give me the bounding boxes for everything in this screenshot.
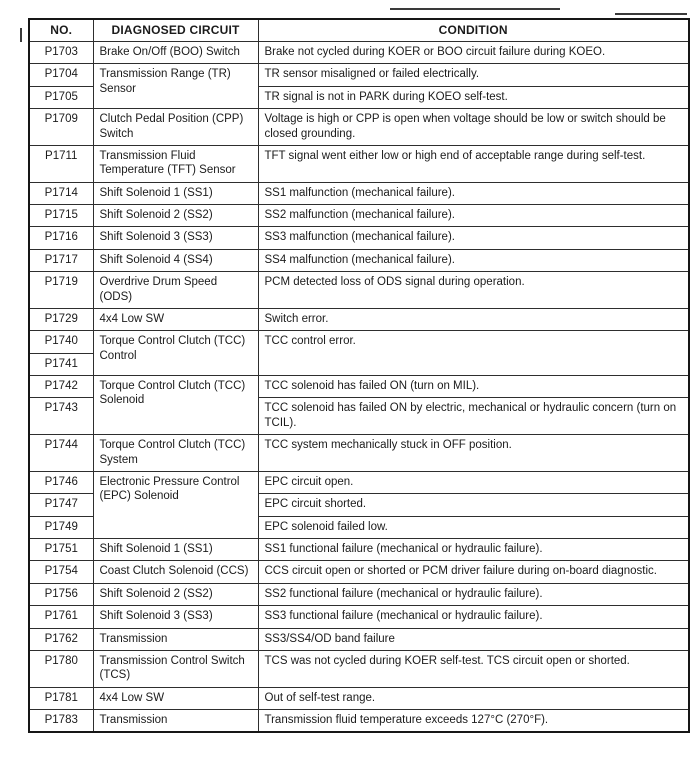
circuit-cell: Brake On/Off (BOO) Switch bbox=[93, 42, 258, 64]
table-row bbox=[29, 710, 689, 733]
condition-cell: SS1 functional failure (mechanical or hydraulic failure). bbox=[258, 539, 689, 561]
column-header-condition: CONDITION bbox=[258, 19, 689, 42]
circuit-cell: Shift Solenoid 3 (SS3) bbox=[93, 606, 258, 628]
dtc-code: P1717 bbox=[29, 249, 93, 271]
table-row bbox=[29, 583, 689, 605]
condition-cell: TCC solenoid has failed ON by electric, mechanical or hydraulic concern (turn on TCIL). bbox=[258, 398, 689, 435]
dtc-table bbox=[28, 18, 690, 733]
condition-cell: TFT signal went either low or high end of acceptable range during self-test. bbox=[258, 145, 689, 182]
circuit-cell: Overdrive Drum Speed (ODS) bbox=[93, 272, 258, 309]
condition-cell: TCS was not cycled during KOER self-test. TCS circuit open or shorted. bbox=[258, 650, 689, 687]
scan-artifact bbox=[615, 13, 687, 15]
dtc-code: P1747 bbox=[29, 494, 93, 516]
table-row bbox=[29, 687, 689, 709]
dtc-code: P1714 bbox=[29, 182, 93, 204]
condition-cell: SS2 malfunction (mechanical failure). bbox=[258, 205, 689, 227]
table-row bbox=[29, 376, 689, 398]
condition-cell: Transmission fluid temperature exceeds 127°C (270°F). bbox=[258, 710, 689, 733]
table-row bbox=[29, 435, 689, 472]
dtc-code: P1754 bbox=[29, 561, 93, 583]
table-row bbox=[29, 42, 689, 64]
dtc-code: P1741 bbox=[29, 353, 93, 375]
column-header-diagnosed-circuit: DIAGNOSED CIRCUIT bbox=[93, 19, 258, 42]
dtc-code: P1781 bbox=[29, 687, 93, 709]
circuit-cell: Clutch Pedal Position (CPP) Switch bbox=[93, 109, 258, 146]
dtc-code: P1740 bbox=[29, 331, 93, 353]
circuit-cell: Shift Solenoid 1 (SS1) bbox=[93, 182, 258, 204]
dtc-code: P1761 bbox=[29, 606, 93, 628]
condition-cell: TCC control error. bbox=[258, 331, 689, 376]
circuit-cell: Shift Solenoid 2 (SS2) bbox=[93, 205, 258, 227]
circuit-cell: Shift Solenoid 4 (SS4) bbox=[93, 249, 258, 271]
condition-cell: CCS circuit open or shorted or PCM driver failure during on-board diagnostic. bbox=[258, 561, 689, 583]
condition-cell: TR signal is not in PARK during KOEO self-test. bbox=[258, 86, 689, 108]
circuit-cell: Transmission Range (TR) Sensor bbox=[93, 64, 258, 109]
header-row bbox=[29, 19, 689, 42]
table-row bbox=[29, 650, 689, 687]
circuit-cell: Torque Control Clutch (TCC) System bbox=[93, 435, 258, 472]
table-row bbox=[29, 109, 689, 146]
circuit-cell: Transmission Fluid Temperature (TFT) Sensor bbox=[93, 145, 258, 182]
condition-cell: TCC solenoid has failed ON (turn on MIL). bbox=[258, 376, 689, 398]
condition-cell: SS2 functional failure (mechanical or hydraulic failure). bbox=[258, 583, 689, 605]
condition-cell: EPC circuit shorted. bbox=[258, 494, 689, 516]
condition-cell: PCM detected loss of ODS signal during operation. bbox=[258, 272, 689, 309]
condition-cell: Switch error. bbox=[258, 308, 689, 330]
dtc-code: P1780 bbox=[29, 650, 93, 687]
dtc-code: P1756 bbox=[29, 583, 93, 605]
dtc-code: P1749 bbox=[29, 516, 93, 538]
table-row bbox=[29, 272, 689, 309]
dtc-code: P1743 bbox=[29, 398, 93, 435]
scanned-document-page bbox=[28, 18, 688, 733]
dtc-code: P1746 bbox=[29, 471, 93, 493]
table-row bbox=[29, 249, 689, 271]
circuit-cell: 4x4 Low SW bbox=[93, 308, 258, 330]
dtc-code: P1711 bbox=[29, 145, 93, 182]
circuit-cell: Transmission Control Switch (TCS) bbox=[93, 650, 258, 687]
dtc-code: P1719 bbox=[29, 272, 93, 309]
circuit-cell: Torque Control Clutch (TCC) Control bbox=[93, 331, 258, 376]
table-row bbox=[29, 308, 689, 330]
dtc-code: P1705 bbox=[29, 86, 93, 108]
condition-cell: Voltage is high or CPP is open when voltage should be low or switch should be closed grounding. bbox=[258, 109, 689, 146]
dtc-code: P1703 bbox=[29, 42, 93, 64]
table-row bbox=[29, 628, 689, 650]
circuit-cell: Torque Control Clutch (TCC) Solenoid bbox=[93, 376, 258, 435]
condition-cell: EPC solenoid failed low. bbox=[258, 516, 689, 538]
circuit-cell: Transmission bbox=[93, 710, 258, 733]
table-row bbox=[29, 227, 689, 249]
condition-cell: SS3 malfunction (mechanical failure). bbox=[258, 227, 689, 249]
column-header-no: NO. bbox=[29, 19, 93, 42]
table-row bbox=[29, 205, 689, 227]
condition-cell: SS4 malfunction (mechanical failure). bbox=[258, 249, 689, 271]
dtc-code: P1762 bbox=[29, 628, 93, 650]
dtc-code: P1742 bbox=[29, 376, 93, 398]
table-row bbox=[29, 471, 689, 493]
dtc-code: P1715 bbox=[29, 205, 93, 227]
table-row bbox=[29, 606, 689, 628]
table-row bbox=[29, 145, 689, 182]
circuit-cell: Coast Clutch Solenoid (CCS) bbox=[93, 561, 258, 583]
table-row bbox=[29, 539, 689, 561]
circuit-cell: 4x4 Low SW bbox=[93, 687, 258, 709]
condition-cell: TCC system mechanically stuck in OFF position. bbox=[258, 435, 689, 472]
dtc-code: P1751 bbox=[29, 539, 93, 561]
condition-cell: SS1 malfunction (mechanical failure). bbox=[258, 182, 689, 204]
dtc-code: P1744 bbox=[29, 435, 93, 472]
dtc-code: P1729 bbox=[29, 308, 93, 330]
circuit-cell: Shift Solenoid 3 (SS3) bbox=[93, 227, 258, 249]
condition-cell: Out of self-test range. bbox=[258, 687, 689, 709]
circuit-cell: Shift Solenoid 2 (SS2) bbox=[93, 583, 258, 605]
table-row bbox=[29, 64, 689, 86]
condition-cell: EPC circuit open. bbox=[258, 471, 689, 493]
condition-cell: SS3 functional failure (mechanical or hydraulic failure). bbox=[258, 606, 689, 628]
circuit-cell: Transmission bbox=[93, 628, 258, 650]
dtc-code: P1783 bbox=[29, 710, 93, 733]
circuit-cell: Electronic Pressure Control (EPC) Solenoid bbox=[93, 471, 258, 538]
condition-cell: Brake not cycled during KOER or BOO circuit failure during KOEO. bbox=[258, 42, 689, 64]
condition-cell: SS3/SS4/OD band failure bbox=[258, 628, 689, 650]
dtc-code: P1709 bbox=[29, 109, 93, 146]
circuit-cell: Shift Solenoid 1 (SS1) bbox=[93, 539, 258, 561]
table-row bbox=[29, 561, 689, 583]
scan-artifact bbox=[20, 28, 22, 42]
table-row bbox=[29, 182, 689, 204]
condition-cell: TR sensor misaligned or failed electrically. bbox=[258, 64, 689, 86]
scan-artifact bbox=[390, 8, 560, 10]
dtc-code: P1716 bbox=[29, 227, 93, 249]
table-row bbox=[29, 331, 689, 353]
dtc-code: P1704 bbox=[29, 64, 93, 86]
